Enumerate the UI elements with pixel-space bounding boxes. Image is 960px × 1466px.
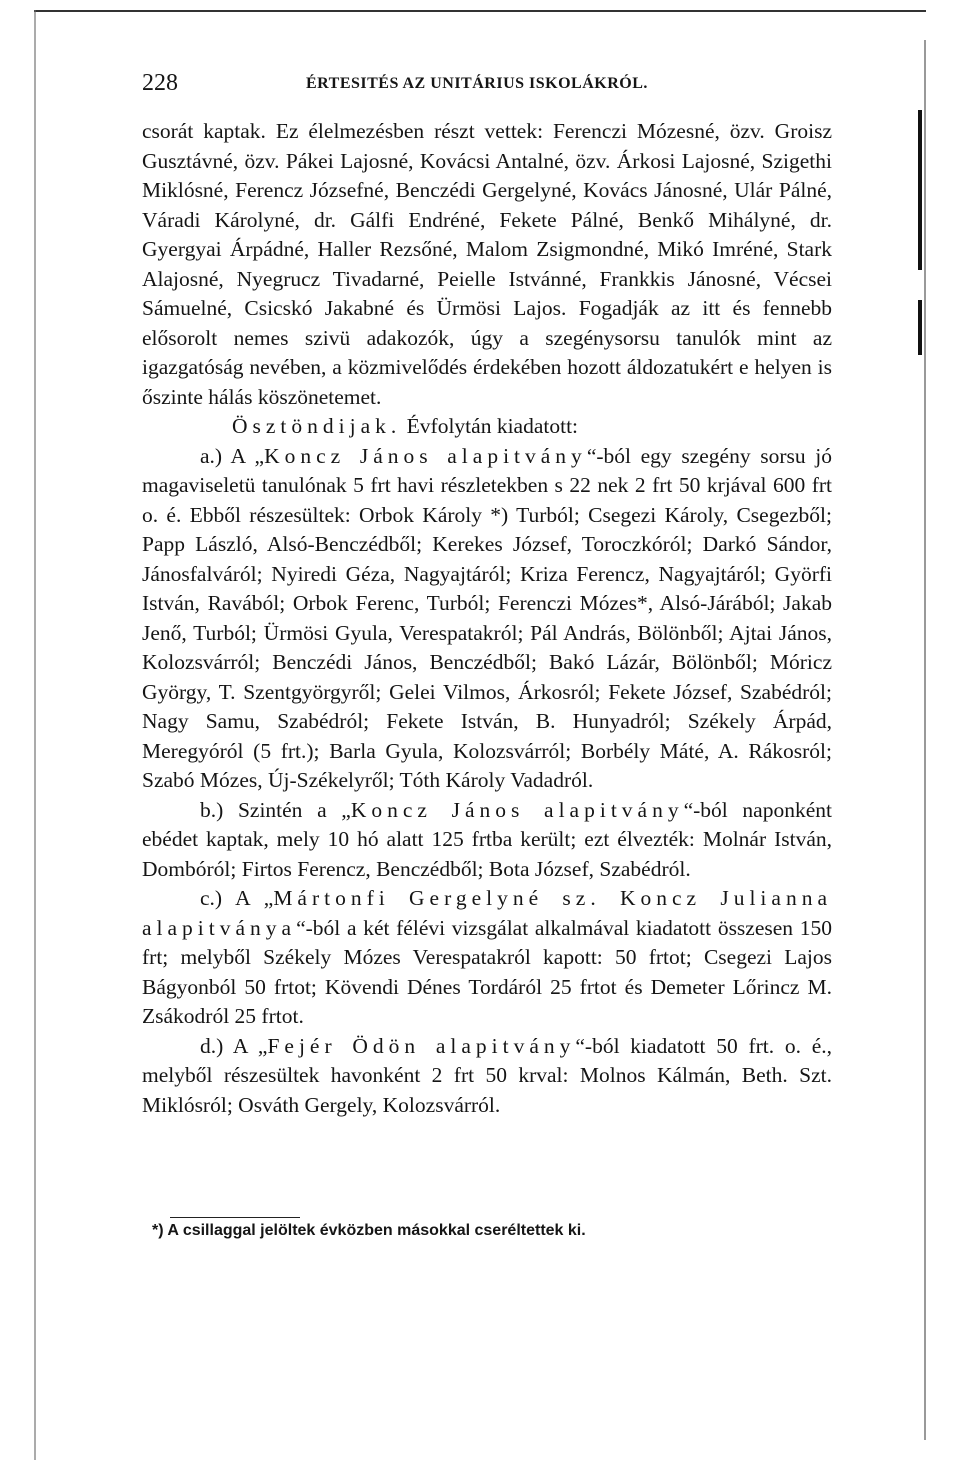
paragraph-b: [142, 796, 832, 885]
heading-rest: Évfolytán kiadatott:: [401, 414, 579, 438]
scan-border-top: [34, 10, 926, 12]
page-number: 228: [142, 70, 178, 96]
a-lead: a.) A „: [200, 443, 265, 468]
footnote: *) A csillaggal jelöltek évközben másokkal cseréltettek ki.: [152, 1222, 586, 1239]
body-text: [142, 117, 832, 1120]
heading-spaced: Ösztöndijak.: [232, 414, 402, 438]
c-foundation-name: Mártonfi Gergelyné sz. Koncz Julianna alapitványa: [142, 886, 832, 940]
page-header: [142, 70, 832, 106]
d-text: “-ból kiadatott 50 frt. o. é., melyből részesültek havonként 2 frt 50 krval: Molnos Kálmán, Beth. Szt. Miklósról; Osváth Gergely, Kolozsvárról.: [142, 1033, 832, 1117]
a-foundation-name: Koncz János alapitvány: [264, 443, 587, 468]
a-text: “-ból egy szegény sorsu jó magaviseletü tanulónak 5 frt havi részletekben s 22 nek 2 frt 50 krjával 600 frt o. é. Ebből részesültek: Orbok Károly *) Turból; Csegezi Károly, Csegezből; Papp László, Alsó-Benczédből; Kerekes József, Toroczkóról; Darkó Sándor, Jánosfalváról; Nyiredi Géza, Nagyajtáról; Kriza Ferencz, Nagyajtáról; Györfi István, Ravából; Orbok Ferenc, Turból; Ferenczi Mózes*, Alsó-Járából; Jakab Jenő, Turból; Ürmösi Gyula, Verespatakról; Pál András, Bölönből; Ajtai János, Kolozsvárról; Benczédi János, Benczédből; Bakó Lázár, Bölönből; Móricz György, T. Szentgyörgyről; Gelei Vilmos, Árkosról; Fekete József, Szabédról; Nagy Samu, Szabédról; Fekete István, B. Hunyadról; Székely Árpád, Meregyóról (5 frt.); Barla Gyula, Kolozsvárról; Borbély Máté, A. Rákosról; Szabó Mózes, Új-Székelyről; Tóth Károly Vadadról.: [142, 443, 832, 792]
scholarship-heading: [142, 412, 832, 442]
paragraph-donors: csorát kaptak. Ez élelmezésben részt vettek: Ferenczi Mózesné, özv. Groisz Gusztávné, özv. Pákei Lajosné, Kovácsi Antalné, özv. Árkosi Lajosné, Szigethi Miklósné, Ferencz Józsefné, Benczédi Gergelyné, Kovács Jánosné, Ulár Pálné, Váradi Károlyné, dr. Gálfi Endréné, Fekete Pálné, Benkő Mihályné, dr. Gyergyai Árpádné, Haller Rezsőné, Malom Zsigmondné, Mikó Imréné, Stark Alajosné, Nyegrucz Tivadarné, Peielle Istvánné, Frankkis Jánosné, Vécsei Sámuelné, Csicskó Jakabné és Ürmösi Lajos. Fogadják az itt és fennebb elősorolt nemes szivü adakozók, úgy a szegénysorsu tanulók mint az igazgatóság nevében, a közmivelődés érdekében hozott áldozatukért e helyen is őszinte hálás köszönetemet.: [142, 119, 832, 409]
d-foundation-name: Fejér Ödön alapitvány: [267, 1033, 576, 1058]
margin-mark: [918, 110, 922, 270]
margin-mark: [918, 300, 922, 355]
b-text: “-ból naponként ebédet kaptak, mely 10 hó alatt 125 frtba került; ezt élvezték: Molnár István, Dombóról; Firtos Ferencz, Benczédből; Bota József, Szabédról.: [142, 797, 832, 881]
scan-border-left: [34, 10, 36, 1460]
paragraph-c: [142, 884, 832, 1032]
scan-border-right: [924, 40, 926, 1440]
running-head: ÉRTESITÉS AZ UNITÁRIUS ISKOLÁKRÓL.: [306, 75, 648, 92]
b-lead: b.) Szintén a „: [200, 797, 351, 822]
footnote-rule: [170, 1217, 300, 1218]
c-lead: c.) A „: [200, 886, 274, 910]
paragraph-a: [142, 442, 832, 796]
b-foundation-name: Koncz János alapitvány: [350, 797, 684, 822]
d-lead: d.) A „: [200, 1033, 268, 1058]
c-text: “-ból a két félévi vizsgálat alkalmával kiadatott összesen 150 frt; melyből Székely Mózes Verespatakról kapott: 50 frtot; Csegezi Lajos Bágyonból 50 frtot; Kövendi Dénes Tordáról 25 frtot és Demeter Lőrincz M. Zsákodról 25 frtot.: [142, 915, 832, 1028]
paragraph-d: [142, 1032, 832, 1121]
